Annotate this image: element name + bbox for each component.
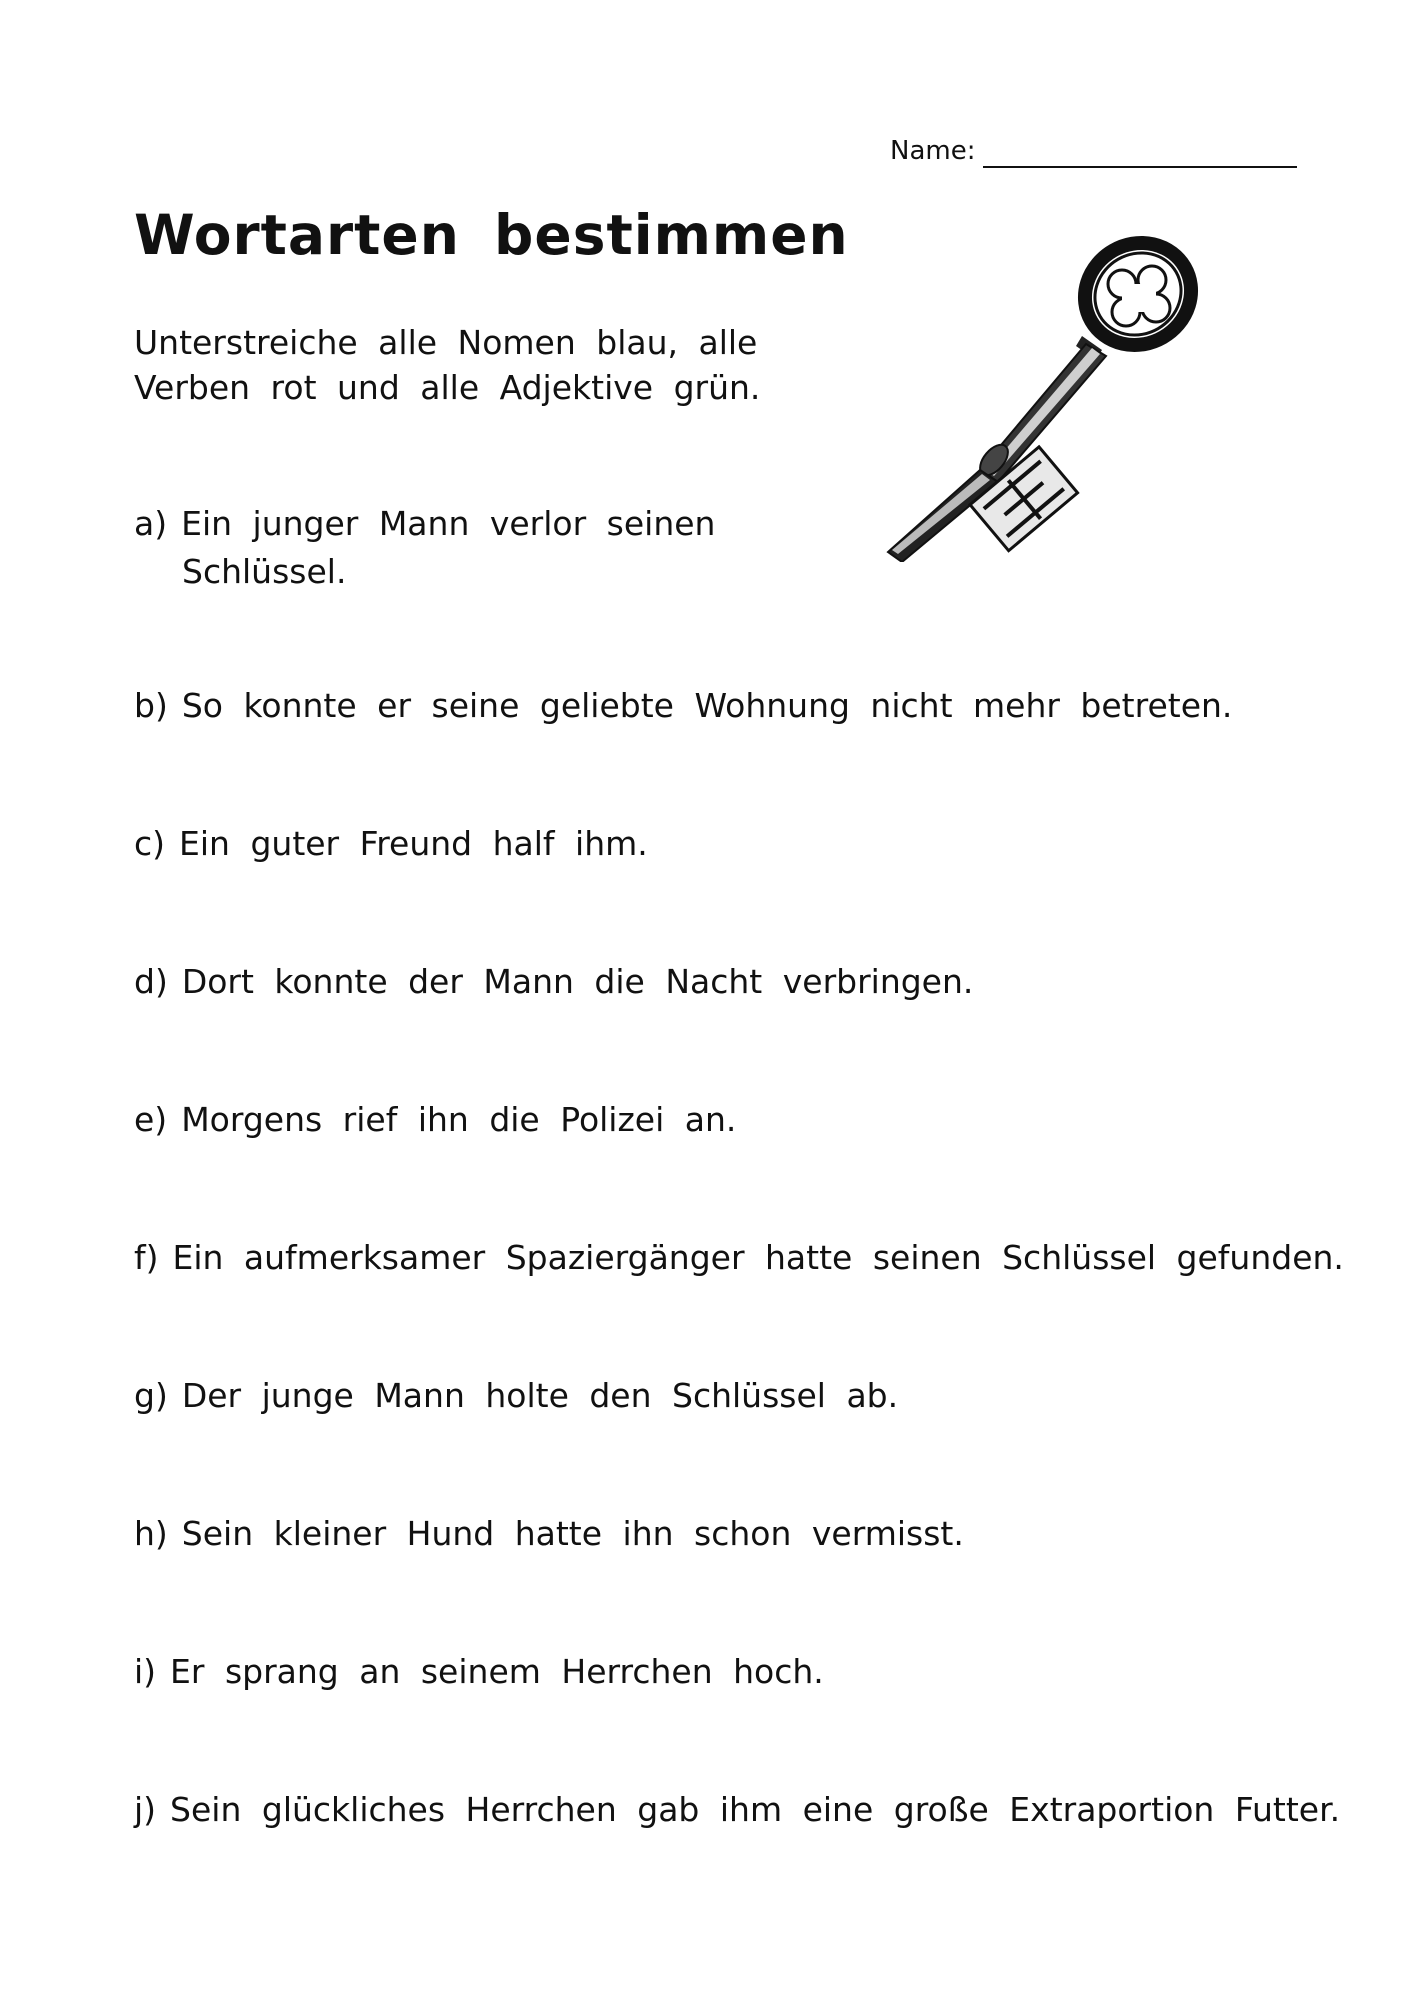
sentence-text-continuation[interactable]: Schlüssel. bbox=[182, 552, 347, 591]
sentence-a bbox=[134, 500, 715, 596]
sentence-letter: d) bbox=[134, 962, 168, 1001]
sentence-e bbox=[134, 1096, 736, 1144]
sentence-j bbox=[134, 1786, 1340, 1834]
sentence-f bbox=[134, 1234, 1344, 1282]
sentence-text[interactable]: Morgens rief ihn die Polizei an. bbox=[181, 1100, 737, 1139]
sentence-letter: b) bbox=[134, 686, 168, 725]
instructions-line-2: Verben rot und alle Adjektive grün. bbox=[134, 368, 761, 407]
sentence-letter: g) bbox=[134, 1376, 168, 1415]
sentence-b bbox=[134, 682, 1232, 730]
instructions-line-1: Unterstreiche alle Nomen blau, alle bbox=[134, 323, 758, 362]
sentence-letter: f) bbox=[134, 1238, 159, 1277]
sentence-text[interactable]: Er sprang an seinem Herrchen hoch. bbox=[170, 1652, 824, 1691]
sentence-g bbox=[134, 1372, 898, 1420]
worksheet-title: Wortarten bestimmen bbox=[134, 203, 849, 267]
sentence-text[interactable]: Ein aufmerksamer Spaziergänger hatte seinen Schlüssel gefunden. bbox=[172, 1238, 1344, 1277]
sentence-text[interactable]: Sein glückliches Herrchen gab ihm eine große Extraportion Futter. bbox=[170, 1790, 1341, 1829]
name-write-line[interactable] bbox=[983, 136, 1297, 168]
name-label: Name: bbox=[890, 136, 976, 166]
sentence-text[interactable]: Sein kleiner Hund hatte ihn schon vermisst. bbox=[181, 1514, 964, 1553]
instructions bbox=[134, 320, 761, 410]
sentence-letter: i) bbox=[134, 1652, 157, 1691]
sentence-d bbox=[134, 958, 973, 1006]
sentence-text[interactable]: Dort konnte der Mann die Nacht verbringen. bbox=[181, 962, 974, 1001]
sentence-text[interactable]: Ein junger Mann verlor seinen bbox=[181, 504, 716, 543]
sentence-text[interactable]: Ein guter Freund half ihm. bbox=[179, 824, 648, 863]
sentence-text[interactable]: So konnte er seine geliebte Wohnung nicht mehr betreten. bbox=[181, 686, 1233, 725]
sentence-letter: a) bbox=[134, 504, 168, 543]
sentence-i bbox=[134, 1648, 824, 1696]
sentence-h bbox=[134, 1510, 964, 1558]
name-field bbox=[890, 134, 1297, 168]
sentence-letter: e) bbox=[134, 1100, 168, 1139]
sentence-text[interactable]: Der junge Mann holte den Schlüssel ab. bbox=[181, 1376, 899, 1415]
sentence-letter: h) bbox=[134, 1514, 168, 1553]
sentence-letter: c) bbox=[134, 824, 166, 863]
sentence-c bbox=[134, 820, 648, 868]
sentence-letter: j) bbox=[134, 1790, 157, 1829]
key-icon bbox=[870, 232, 1230, 562]
